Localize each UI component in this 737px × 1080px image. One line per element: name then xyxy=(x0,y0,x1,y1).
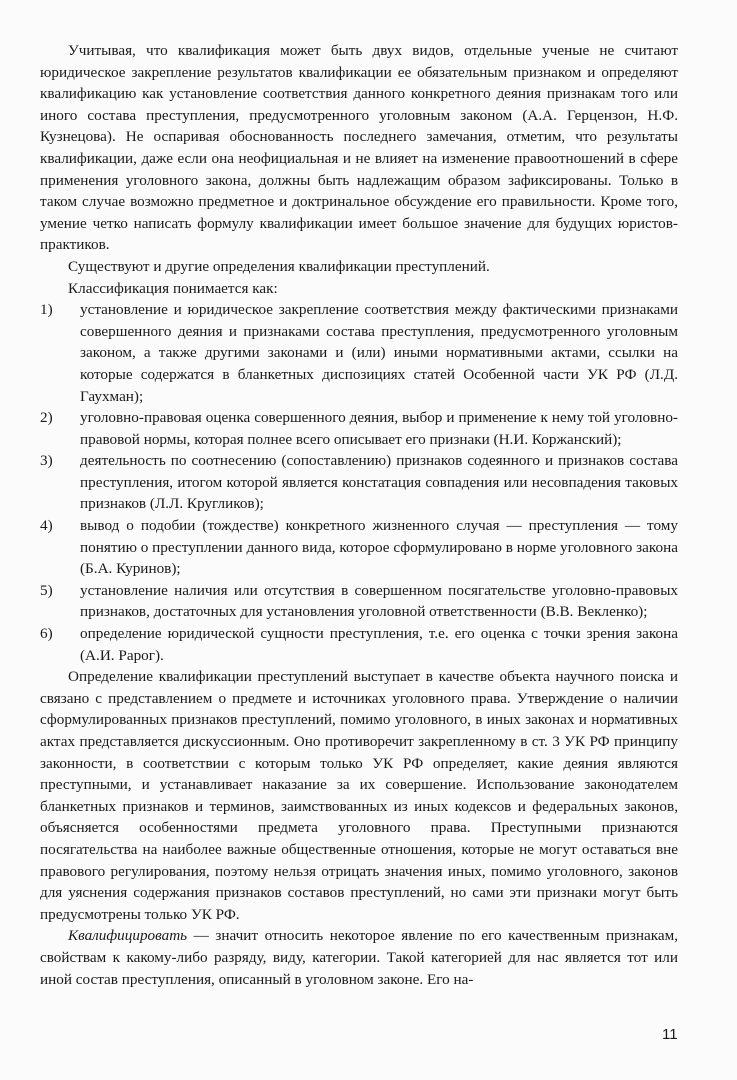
paragraph-qualify-text: — значит относить некоторое явление по его качественным признакам, свойствам к какому-либо разряду, виду, категории. Такой категорией для нас является тот или иной состав преступления, описанный в уголовном законе. Его на- xyxy=(40,927,678,988)
paragraph-definition-discussion: Определение квалификации преступлений выступает в качестве объекта научного поиска и связано с представлением о предмете и источниках уголовного права. Утверждение о наличии сформулированных признаков преступлений, помимо уголовного, в иных законах и нормативных актах представляется дискуссионным. Оно противоречит закрепленному в ст. 3 УК РФ принципу законности, в соответствии с которым только УК РФ определяет, какие деяния являются преступными, и устанавливает наказание за их совершение. Использование законодателем бланкетных признаков и терминов, заимствованных из иных кодексов и федеральных законов, объясняется особенностями предмета уголовного права. Преступными признаются посягательства на наиболее важные общественные отношения, которые не могут оставаться вне правового регулирования, поэтому нельзя отрицать значения иных, помимо уголовного, законов для уяснения содержания признаков составов преступлений, но сами эти признаки могут быть предусмотрены только УК РФ. xyxy=(40,668,678,923)
list-item-text: установление и юридическое закрепление соответствия между фактическими признаками совершенного деяния и признаками состава преступления, предусмотренного уголовным законом, а также другими законами и (или) иными нормативными актами, ссылки на которые содержатся в бланкетных диспозициях статей Особенной части УК РФ (Л.Д. Гаухман); xyxy=(80,301,678,405)
list-item-text: установление наличия или отсутствия в совершенном посягательстве уголовно-правовых признаков, достаточных для установления уголовной ответственности (В.В. Векленко); xyxy=(80,581,678,621)
term-qualify: Квалифицировать xyxy=(68,927,188,945)
list-item xyxy=(40,450,678,515)
list-item-text: уголовно-правовая оценка совершенного деяния, выбор и применение к нему той уголовно-правовой нормы, которая полнее всего описывает его признаки (Н.И. Коржанский); xyxy=(80,409,678,448)
list-item xyxy=(40,299,678,407)
list-item-text: вывод о подобии (тождестве) конкретного жизненного случая — преступления — тому понятию о преступлении данного вида, которое сформулировано в норме уголовного закона (Б.А. Куринов); xyxy=(80,517,678,578)
list-item-text: определение юридической сущности преступления, т.е. его оценка с точки зрения закона (А.И. Рарог). xyxy=(80,625,678,664)
list-item-number: 5) xyxy=(40,581,53,599)
paragraph-qualify-definition xyxy=(40,925,678,990)
definitions-list xyxy=(40,299,678,666)
list-item xyxy=(40,623,678,666)
list-item-text: деятельность по соотнесению (сопоставлению) признаков содеянного и признаков состава преступления, итогом которой является констатация совпадения или несовпадения таковых признаков (Л.Л. Кругликов); xyxy=(80,452,678,513)
list-item xyxy=(40,515,678,580)
paragraph-other-definitions: Существуют и другие определения квалификации преступлений. xyxy=(68,257,490,275)
list-item-number: 6) xyxy=(40,625,53,643)
list-item-number: 4) xyxy=(40,517,53,535)
page-text xyxy=(40,40,678,990)
list-item-number: 1) xyxy=(40,301,53,319)
list-item xyxy=(40,407,678,450)
page-number: 11 xyxy=(662,1026,678,1043)
paragraph-classification-intro: Классификация понимается как: xyxy=(68,279,278,297)
paragraph-qualification-types: Учитывая, что квалификация может быть двух видов, отдельные ученые не считают юридическое закрепление результатов квалификации ее обязательным признаком и определяют квалификацию как установление соответствия данного конкретного деяния признакам того или иного состава преступления, предусмотренного уголовным законом (А.А. Герцензон, Н.Ф. Кузнецова). Не оспаривая обоснованность последнего замечания, отметим, что результаты квалификации, даже если она неофициальная и не влияет на изменение правоотношений в сфере применения уголовного закона, должны быть надлежащим образом зафиксированы. Только в таком случае возможно предметное и доктринальное обсуждение его правильности. Кроме того, умение четко написать формулу квалификации имеет большое значение для будущих юристов-практиков. xyxy=(40,42,678,254)
list-item xyxy=(40,580,678,623)
list-item-number: 2) xyxy=(40,409,53,427)
list-item-number: 3) xyxy=(40,452,53,470)
